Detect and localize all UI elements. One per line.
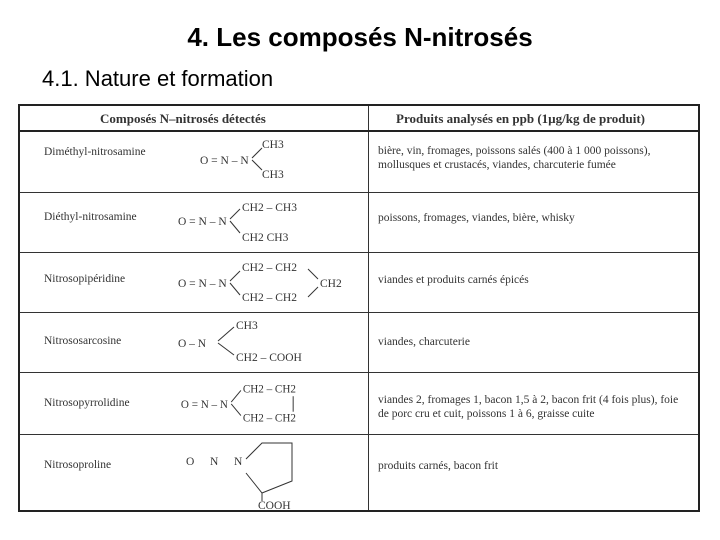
formula-top: CH2 – CH3 <box>242 202 297 214</box>
structural-formula <box>170 373 366 433</box>
nitroso-compounds-table <box>18 104 700 512</box>
slide-title: 4. Les composés N-nitrosés <box>187 22 533 52</box>
products-text: bière, vin, fromages, poissons salés (400 à 1 000 poissons), mollusques et crustacés, viandes, charcuterie fumée <box>378 145 651 171</box>
table-row <box>20 193 698 253</box>
formula-bottom: CH2 – COOH <box>236 352 302 364</box>
structural-formula <box>170 130 366 190</box>
header-compounds: Composés N–nitrosés détectés <box>100 111 266 126</box>
products-text: viandes et produits carnés épicés <box>378 274 529 286</box>
table-row <box>20 313 698 373</box>
compound-name: Nitrosopyrrolidine <box>44 397 130 409</box>
formula-top: CH2 – CH2 <box>242 383 296 396</box>
formula-nitroso: O = N – N <box>180 398 228 411</box>
formula-bottom: CH2 – CH2 <box>242 412 296 425</box>
header-products: Produits analysés en ppb (1µg/kg de produit) <box>396 111 646 126</box>
structural-formula <box>170 253 366 313</box>
formula-nitrogen: N <box>210 456 219 468</box>
formula-top: CH3 <box>262 139 284 151</box>
compound-name: Diméthyl-nitrosamine <box>44 146 146 158</box>
compound-name: Nitrosoproline <box>44 459 112 471</box>
table-row <box>20 435 698 512</box>
table-row <box>20 130 698 193</box>
formula-top: CH2 – CH2 <box>242 262 297 274</box>
formula-nitroso: O = N – N <box>178 216 227 228</box>
products-text: viandes, charcuterie <box>378 336 470 348</box>
formula-nitroso: O = N – N <box>200 155 249 167</box>
formula-nitroso: O – N <box>178 338 207 350</box>
formula-oxygen: O <box>186 456 195 468</box>
structural-formula <box>170 193 366 253</box>
formula-right: CH2 <box>320 278 342 290</box>
formula-acid: COOH <box>258 500 291 511</box>
formula-nitroso: O = N – N <box>178 278 227 290</box>
structural-formula <box>170 313 366 373</box>
formula-ring-nitrogen: N <box>234 456 243 468</box>
formula-bottom: CH3 <box>262 169 284 181</box>
formula-bottom: CH2 – CH2 <box>242 292 297 304</box>
products-text: poissons, fromages, viandes, bière, whisky <box>378 212 575 224</box>
table-row <box>20 253 698 313</box>
table-row <box>20 373 698 435</box>
structural-formula <box>170 435 366 511</box>
compound-name: Diéthyl-nitrosamine <box>44 211 137 223</box>
formula-top: CH3 <box>236 320 258 332</box>
compound-name: Nitrososarcosine <box>44 335 122 347</box>
slide-subtitle: 4.1. Nature et formation <box>42 66 274 91</box>
products-text: produits carnés, bacon frit <box>378 460 499 472</box>
table-header <box>20 106 698 132</box>
compound-name: Nitrosopipéridine <box>44 273 126 285</box>
products-text: viandes 2, fromages 1, bacon 1,5 à 2, bacon frit (4 fois plus), foie de porc cru et cuit, poissons 1 à 6, graisse cuite <box>378 394 679 420</box>
formula-bottom: CH2 CH3 <box>242 232 289 244</box>
